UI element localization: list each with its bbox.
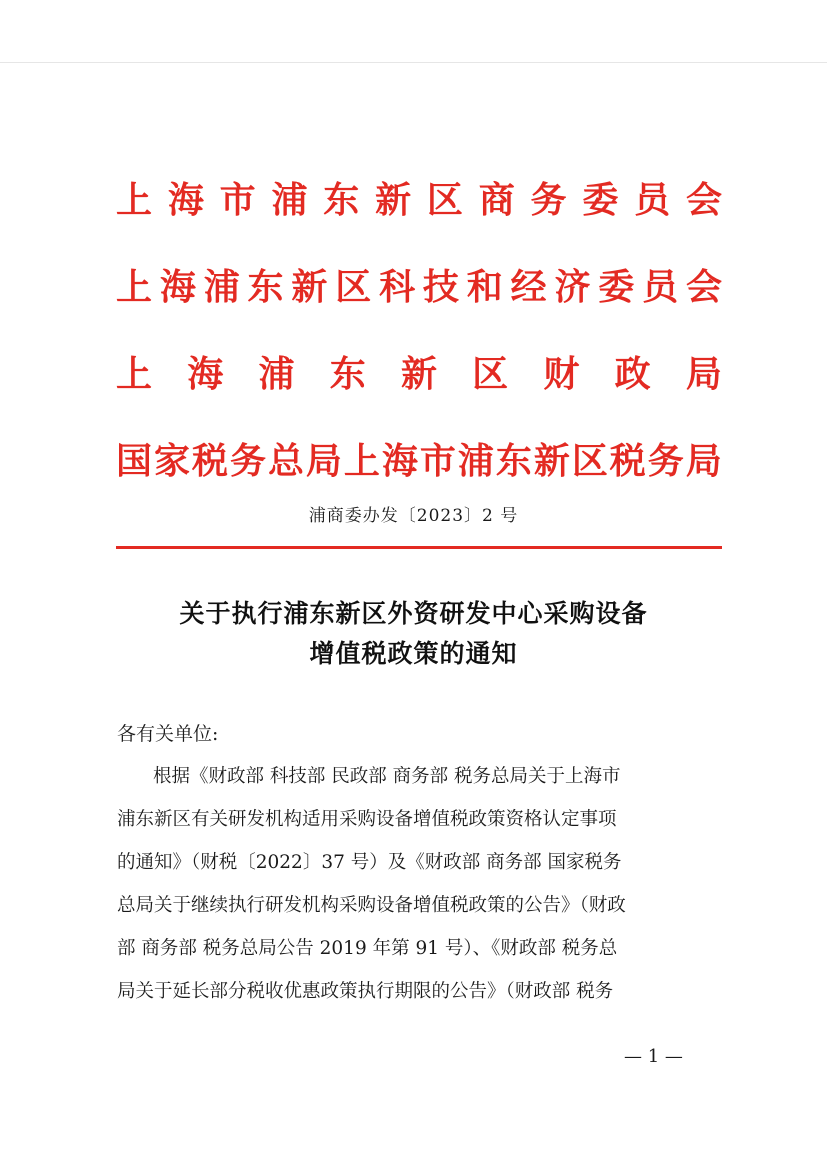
body-paragraph-line: 总局关于继续执行研发机构采购设备增值税政策的公告》（财政 xyxy=(117,895,626,916)
scan-edge-line xyxy=(0,62,827,63)
document-number: 浦商委办发〔2023〕2 号 xyxy=(308,506,519,526)
issuer-character: 委 xyxy=(582,180,619,221)
body-paragraph-line: 浦东新区有关研发机构适用采购设备增值税政策资格认定事项 xyxy=(117,809,617,830)
issuer-character: 财 xyxy=(543,354,580,395)
issuer-character: 税 xyxy=(609,441,646,482)
issuer-character: 上 xyxy=(116,180,153,221)
issuer-character: 浦 xyxy=(271,180,308,221)
body-paragraph-line: 部 商务部 税务总局公告 2019 年第 91 号）、《财政部 税务总 xyxy=(117,938,618,959)
issuer-character: 区 xyxy=(335,267,372,308)
issuer-character: 东 xyxy=(323,180,360,221)
red-separator-line xyxy=(116,546,722,549)
issuer-character: 东 xyxy=(329,354,366,395)
issuer-character: 上 xyxy=(343,441,380,482)
issuer-character: 东 xyxy=(247,267,284,308)
issuer-tax-bureau xyxy=(116,438,722,486)
issuer-character: 市 xyxy=(219,180,256,221)
issuer-character: 区 xyxy=(472,354,509,395)
issuer-character: 海 xyxy=(187,354,224,395)
issuer-character: 济 xyxy=(554,267,591,308)
issuer-character: 上 xyxy=(116,354,153,395)
issuer-finance-bureau xyxy=(116,351,722,399)
issuer-character: 上 xyxy=(116,267,153,308)
issuer-character: 经 xyxy=(510,267,547,308)
issuer-character: 海 xyxy=(159,267,196,308)
issuer-character: 商 xyxy=(478,180,515,221)
issuer-character: 新 xyxy=(400,354,437,395)
issuer-character: 会 xyxy=(685,180,722,221)
issuer-character: 务 xyxy=(229,441,266,482)
issuer-character: 局 xyxy=(685,354,722,395)
issuer-character: 员 xyxy=(634,180,671,221)
issuer-character: 和 xyxy=(466,267,503,308)
issuer-character: 家 xyxy=(153,441,190,482)
page-number: — 1 — xyxy=(624,1046,683,1067)
issuer-character: 局 xyxy=(685,441,722,482)
issuer-character: 区 xyxy=(571,441,608,482)
issuer-character: 总 xyxy=(267,441,304,482)
body-paragraph-line: 根据《财政部 科技部 民政部 商务部 税务总局关于上海市 xyxy=(153,766,621,787)
issuer-character: 新 xyxy=(291,267,328,308)
issuer-character: 浦 xyxy=(457,441,494,482)
body-paragraph-line: 局关于延长部分税收优惠政策执行期限的公告》（财政部 税务 xyxy=(117,981,614,1002)
issuer-character: 新 xyxy=(533,441,570,482)
issuer-character: 税 xyxy=(191,441,228,482)
issuer-character: 市 xyxy=(419,441,456,482)
issuer-character: 东 xyxy=(495,441,532,482)
issuer-character: 区 xyxy=(426,180,463,221)
issuer-character: 务 xyxy=(530,180,567,221)
issuer-character: 委 xyxy=(598,267,635,308)
issuer-character: 科 xyxy=(379,267,416,308)
issuer-character: 国 xyxy=(116,441,153,482)
issuer-character: 局 xyxy=(305,441,342,482)
issuer-commerce-commission xyxy=(116,177,722,225)
issuer-character: 技 xyxy=(422,267,459,308)
document-title-line-2: 增值税政策的通知 xyxy=(309,639,518,668)
issuer-character: 会 xyxy=(685,267,722,308)
issuer-character: 员 xyxy=(642,267,679,308)
document-title-line-1: 关于执行浦东新区外资研发中心采购设备 xyxy=(179,599,648,628)
issuer-character: 新 xyxy=(375,180,412,221)
salutation: 各有关单位: xyxy=(117,723,219,745)
issuer-character: 浦 xyxy=(203,267,240,308)
issuer-character: 政 xyxy=(614,354,651,395)
issuer-character: 海 xyxy=(167,180,204,221)
issuer-science-economy-commission xyxy=(116,264,722,312)
issuer-character: 海 xyxy=(381,441,418,482)
body-paragraph-line: 的通知》（财税〔2022〕37 号）及《财政部 商务部 国家税务 xyxy=(117,852,622,873)
issuer-character: 浦 xyxy=(258,354,295,395)
issuer-character: 务 xyxy=(647,441,684,482)
